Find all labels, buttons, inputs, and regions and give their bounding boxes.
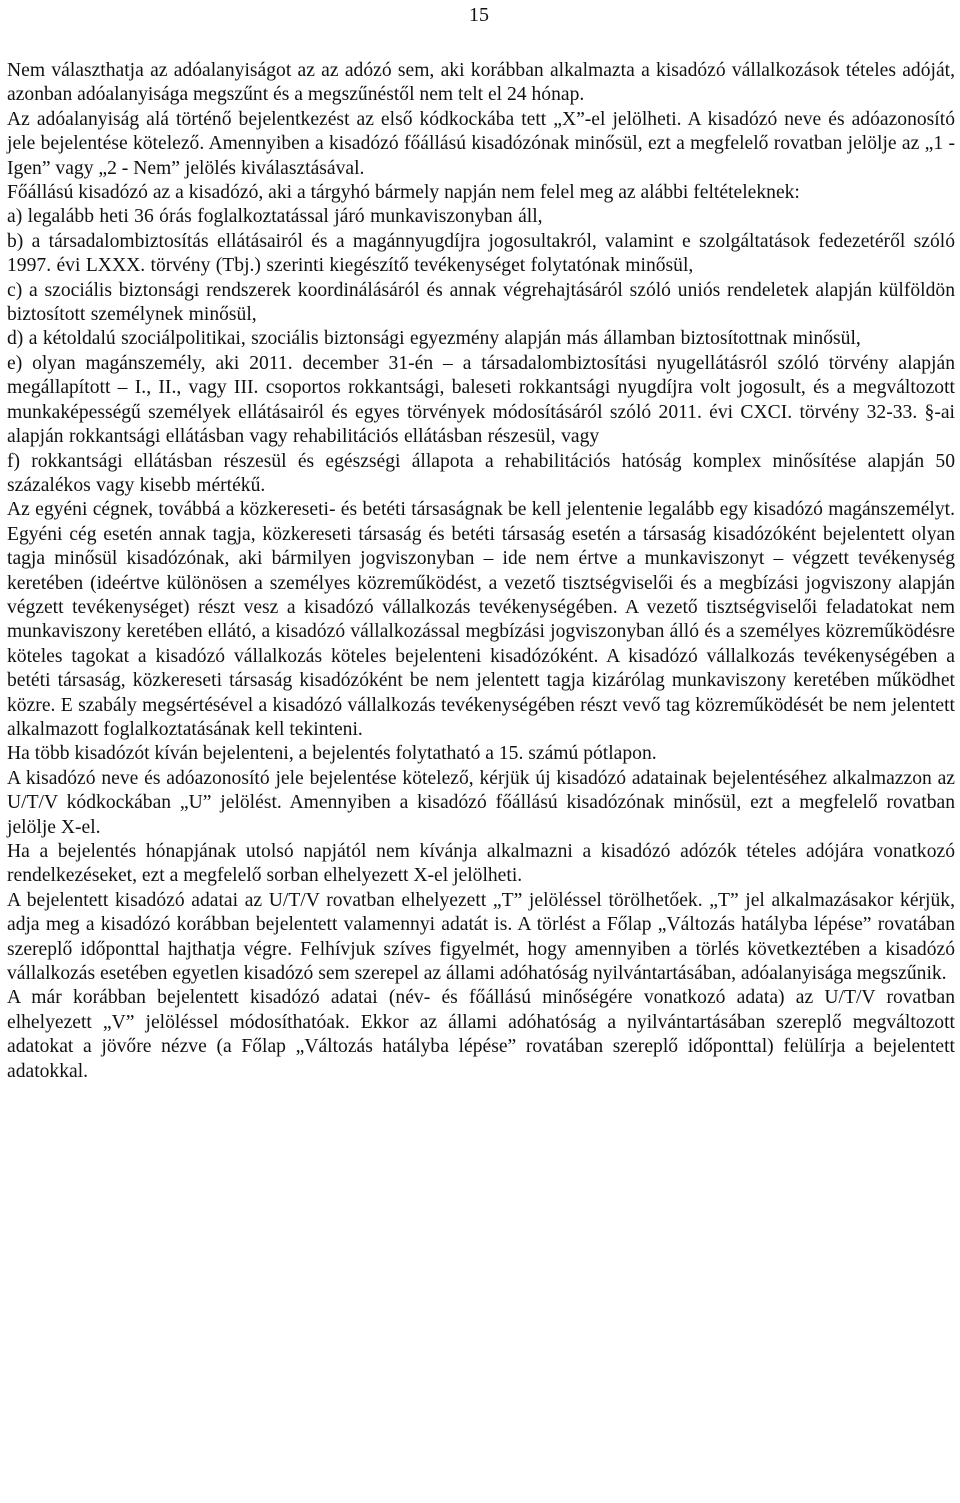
paragraph-opt-out: Ha a bejelentés hónapjának utolsó napjától nem kívánja alkalmazni a kisadózó adózók tételes adójára vonatkozó rendelkezéseket, ezt a megfelelő sorban elhelyezett X-el jelölheti. — [7, 841, 955, 887]
paragraph-new-person: A kisadózó neve és adóazonosító jele bejelentése kötelező, kérjük új kisadózó adatainak bejelentéséhez alkalmazzon az U/T/V kódkockában „U” jelölést. Amennyiben a kisadózó főállású kisadózónak minősül, ezt a megfelelő rovatban jelölje X-el. — [7, 767, 955, 838]
document-body — [7, 59, 955, 1084]
paragraph-registration: Az adóalanyiság alá történő bejelentkezést az első kódkockába tett „X”-el jelölheti. A kisadózó neve és adóazonosító jele bejelentése kötelező. Amennyiben a kisadózó főállású kisadózónak minősül, ezt a megfelelő rovatban jelölje az „1 - Igen” vagy „2 - Nem” jelölés kiválasztásával. — [7, 108, 955, 179]
condition-a: a) legalább heti 36 órás foglalkoztatással járó munkaviszonyban áll, — [7, 206, 543, 228]
paragraph-modification: A már korábban bejelentett kisadózó adatai (név- és főállású minőségére vonatkozó adata) az U/T/V rovatban elhelyezett „V” jelöléssel módosíthatóak. Ekkor az állami adóhatóság a nyilvántartásában szereplő megváltozott adatokat a jövőre nézve (a Főlap „Változás hatályba lépése” rovatában szereplő időponttal) felülírja a bejelentett adatokkal. — [7, 987, 955, 1082]
condition-d: d) a kétoldalú szociálpolitikai, szociális biztonsági egyezmény alapján más államban biztosítottnak minősül, — [7, 328, 861, 350]
paragraph-supplement: Ha több kisadózót kíván bejelenteni, a bejelentés folytatható a 15. számú pótlapon. — [7, 743, 657, 765]
paragraph-companies: Az egyéni cégnek, továbbá a közkereseti- és betéti társaságnak be kell jelentenie legalább egy kisadózó magánszemélyt. Egyéni cég esetén annak tagja, közkereseti társaság és betéti társaság esetén a társaság kisadózóként bejelentett olyan tagja minősül kisadózónak, aki bármilyen jogviszonyban – ide nem értve a munkaviszonyt – végzett tevékenység keretében (ideértve különösen a személyes közreműködést, a vezető tisztségviselői és a megbízási jogviszony alapján végzett tevékenységet) részt vesz a kisadózó vállalkozás tevékenységében. A vezető tisztségviselői feladatokat nem munkaviszony keretében ellátó, a kisadózó vállalkozással megbízási jogviszonyban álló és a személyes közreműködésre köteles tagokat a kisadózó vállalkozás köteles bejelenteni kisadózóként. A kisadózó vállalkozás tevékenységében a betéti társaság, közkereseti társaság kisadózóként be nem jelentett tagja kizárólag munkaviszony keretében működhet közre. E szabály megsértésével a kisadózó vállalkozás tevékenységében részt vevő tag közreműködését be nem jelentett alkalmazott foglalkoztatásának kell tekinteni. — [7, 499, 955, 740]
condition-b: b) a társadalombiztosítás ellátásairól és a magánnyugdíjra jogosultakról, valamint e szolgáltatások fedezetéről szóló 1997. évi LXXX. törvény (Tbj.) szerinti kiegészítő tevékenységet folytatónak minősül, — [7, 230, 955, 277]
paragraph-deletion: A bejelentett kisadózó adatai az U/T/V rovatban elhelyezett „T” jelöléssel törölhetőek. „T” jel alkalmazásakor kérjük, adja meg a kisadózó korábban bejelentett valamennyi adatát is. A törlést a Főlap „Változás hatályba lépése” rovatában szereplő időponttal hajthatja végre. Felhívjuk szíves figyelmét, hogy amennyiben a törlés következtében a kisadózó vállalkozás esetében egyetlen kisadózó sem szerepel az állami adóhatóság nyilvántartásában, adóalanyisága megszűnik. — [7, 889, 955, 985]
paragraph-full-time-definition: Főállású kisadózó az a kisadózó, aki a tárgyhó bármely napján nem felel meg az alábbi feltételeknek: — [7, 182, 800, 204]
condition-f: f) rokkantsági ellátásban részesül és egészségi állapota a rehabilitációs hatóság komplex minősítése alapján 50 százalékos vagy kisebb mértékű. — [7, 450, 955, 496]
condition-e: e) olyan magánszemély, aki 2011. december 31-én – a társadalombiztosítási nyugellátásról szóló törvény alapján megállapított – I., II., vagy III. csoportos rokkantsági, baleseti rokkantsági nyugdíjra volt jogosult, és a megváltozott munkaképességű személyek ellátásairól és egyes törvények módosításáról szóló 2011. évi CXCI. törvény 32-33. §-ai alapján rokkantsági ellátásban vagy rehabilitációs ellátásban részesül, vagy — [7, 352, 955, 448]
page-number: 15 — [469, 4, 489, 26]
condition-c: c) a szociális biztonsági rendszerek koordinálásáról és annak végrehajtásáról szóló uniós rendeletek alapján külföldön biztosított személynek minősül, — [7, 279, 955, 326]
paragraph-eligibility: Nem választhatja az adóalanyiságot az az adózó sem, aki korábban alkalmazta a kisadózó vállalkozások tételes adóját, azonban adóalanyisága megszűnt és a megszűnéstől nem telt el 24 hónap. — [7, 60, 955, 106]
